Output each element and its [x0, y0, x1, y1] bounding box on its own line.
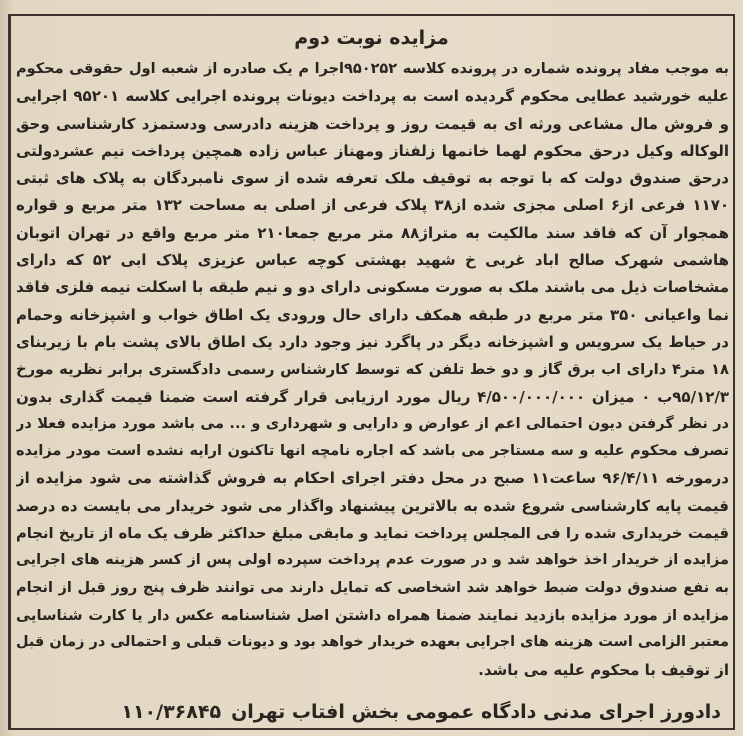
body-line: تصرف محکوم علیه و سه مستاجر می باشد که اجاره نامچه انها تاکنون ارایه نشده است مودر مزایده [16, 443, 729, 460]
body-line: مشخاصات ذیل می باشند ملک به صورت مسکونی دارای دو و نیم طبقه با اسکلت نیمه فلزی فاقد [16, 278, 729, 297]
body-line: هاشمی شهرک صالح اباد غربی خ شهید بهشتی کوچه عباس عزیزی پلاک ابی ۵۲ که دارای [16, 251, 729, 270]
body-line: همجوار آن که فاقد سند مالکیت به متراژ۸۸ متر مربع جمعا۲۱۰ متر مربع واقع در تهران اتوبان [16, 223, 729, 242]
body-line: به نفع صندوق دولت ضبط خواهد شد اشخاصی که تمایل دارند می توانند ظرف پنج روز قبل از انجام [16, 579, 729, 596]
body-line: نما واعیانی ۳۵۰ متر مربع در طبقه همکف دارای حال ورودی یک اطاق خواب و اشپزخانه وحمام [16, 305, 729, 324]
reference-number: ۱۱۰/۳۶۸۴۵ [121, 701, 222, 723]
body-line: و فروش مال مشاعی ورثه ای به قیمت روز و پرداخت هزینه دادرسی ودستمزد کارشناسی وحق [16, 114, 729, 133]
body-line: ۱۱۷۰ فرعی از۶ اصلی مجزی شده از۳۸ پلاک فرعی از اصلی به مساحت ۱۳۲ متر مربع و قواره [16, 196, 729, 215]
body-line-last: از توقیف با محکوم علیه می باشد. [478, 660, 729, 679]
body-line: درحق صندوق دولت که با توجه به توقیف ملک تعرفه شده از سوی نامبردگان به پلاک های ثبتی [16, 169, 729, 188]
body-line: درمورخه ۹۶/۴/۱۱ ساعت۱۱ صبح در محل دفتر اجرای احکام به فروش گذاشته می شود مزایده از [16, 469, 729, 488]
signature: دادورز اجرای مدنی دادگاه عمومی بخش افتاب تهران [231, 701, 721, 723]
body-line: قیمت پایه کارشناسی شروع شده به بالاترین پیشنهاد واگذار می شود خریدار می بایست ده درصد [16, 496, 729, 515]
body-line: قیمت خریداری شده را فی المجلس پرداخت نماید و مابقی مبلغ حداکثر ظرف یک ماه از تاریخ انجام [16, 525, 729, 543]
body-line: علیه خورشید عطایی محکوم گردیده است به پرداخت دیونات پرونده اجرایی کلاسه ۹۵۲۰۱ اجرایی [16, 87, 729, 106]
ad-title: مزایده نوبت دوم [294, 27, 449, 49]
ad-body [16, 56, 729, 684]
body-line: ۱۸ متر۴ دارای اب برق گاز و دو خط تلفن که توسط کارشناس رسمی دادگستری برابر نظریه مورخ [16, 361, 729, 379]
body-line: به موجب مفاد پرونده شماره در پرونده کلاسه ۹۵۰۲۵۲اجرا م یک صادره از شعبه اول حقوقی محکوم [16, 61, 729, 77]
body-line: الوکاله وکیل درحق محکوم لهما خانمها زلفناز ومهناز عباس زاده همچین پرداخت نیم عشردولتی [16, 141, 729, 160]
body-line: ۹۵/۱۲/۳ب ۰ میزان ۴/۵۰۰/۰۰۰/۰۰۰ ریال مورد ارزیابی قرار گرفته است ضمنا قیمت گذاری بدون [16, 387, 729, 406]
ad-footer [20, 697, 721, 727]
body-line: در حیاط یک سرویس و اشپزخانه دیگر در پاگرد نیز وجود دارد یک اطاق بالای پشت بام با زیربنای [16, 332, 729, 351]
body-line: در نظر گرفتن دیون احتمالی اعم از عوارض و دارایی و شهرداری و ... می باشد مورد مزایده فعلا در [16, 415, 729, 432]
body-line: مزایده از خریدار اخذ خواهد شد و در صورت عدم پرداخت سپرده اولی پس از کسر هزینه های اجرایی [16, 552, 729, 569]
body-line: مزایده از مورد مزایده بازدید نمایند ضمنا همراه داشتن اصل شناسنامه عکس دار یا کارت شناسایی [16, 606, 729, 624]
body-line: معتبر الزامی است هزینه های اجرایی بعهده خریدار خواهد بود و دیونات قبلی و احتمالی در زمان قبل [16, 634, 729, 651]
